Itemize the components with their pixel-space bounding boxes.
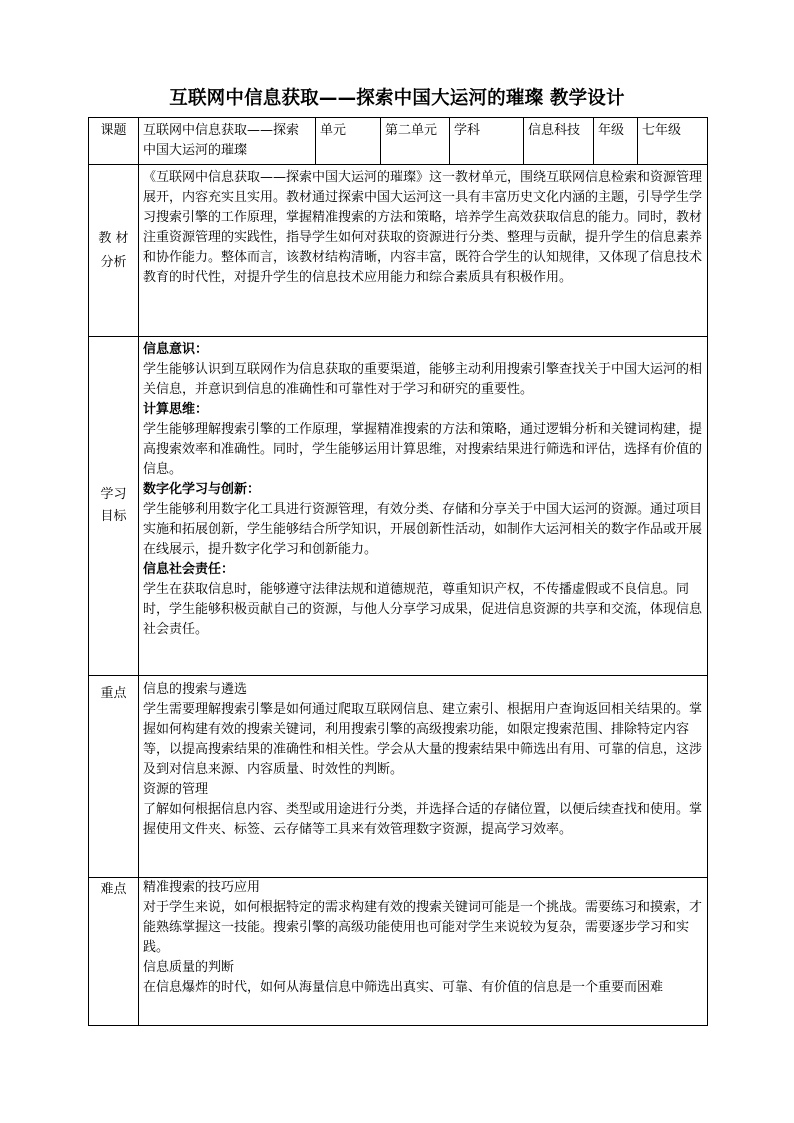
- lesson-plan-table: [88, 117, 708, 1026]
- goal-heading-digital-learning: 数字化学习与创新：: [143, 482, 261, 497]
- grade-value: 七年级: [638, 118, 708, 165]
- key-point-text-resource: 了解如何根据信息内容、类型或用途进行分类，并选择合适的存储位置，以便后续查找和使用。掌握使用文件夹、标签、云存储等工具来有效管理数字资源，提高学习效率。: [143, 802, 703, 837]
- unit-label: 单元: [316, 118, 381, 165]
- goals-label-text: 学习 目标: [100, 487, 127, 524]
- goal-text-social-responsibility: 学生在获取信息时，能够遵守法律法规和道德规范，尊重知识产权，不传播虚假或不良信息。同时，学生能够积极贡献自己的资源，与他人分享学习成果，促进信息资源的共享和交流，体现信息社会责任。: [143, 582, 703, 637]
- goal-text-info-awareness: 学生能够认识到互联网作为信息获取的重要渠道，能够主动利用搜索引擎查找关于中国大运河的相关信息，并意识到信息的准确性和可靠性对于学习和研究的重要性。: [143, 362, 703, 397]
- key-points-label: 重点: [89, 676, 139, 878]
- key-points-row: [89, 676, 708, 878]
- analysis-row: [89, 165, 708, 337]
- page-title: 互联网中信息获取——探索中国大运河的璀璨 教学设计: [169, 88, 625, 109]
- goal-heading-computational-thinking: 计算思维：: [143, 402, 209, 417]
- difficulty-text-info-quality: 在信息爆炸的时代，如何从海量信息中筛选出真实、可靠、有价值的信息是一个重要而困难: [143, 980, 664, 995]
- difficulty-heading-info-quality: 信息质量的判断: [143, 960, 235, 975]
- goal-text-computational-thinking: 学生能够理解搜索引擎的工作原理，掌握精准搜索的方法和策略，通过逻辑分析和关键词构建，提高搜索效率和准确性。同时，学生能够运用计算思维，对搜索结果进行筛选和评估，选择有价值的信息。: [143, 422, 703, 477]
- key-point-heading-search: 信息的搜索与遴选: [143, 682, 248, 697]
- goal-heading-social-responsibility: 信息社会责任：: [143, 562, 235, 577]
- goals-row: [89, 337, 708, 676]
- topic-value: 互联网中信息获取——探索中国大运河的璀璨: [139, 118, 316, 165]
- goal-text-digital-learning: 学生能够利用数字化工具进行资源管理，有效分类、存储和分享关于中国大运河的资源。通过项目实施和拓展创新，学生能够结合所学知识，开展创新性活动，如制作大运河相关的数字作品或开展在线展示，提升数字化学习和创新能力。: [143, 502, 703, 557]
- unit-value: 第二单元: [381, 118, 450, 165]
- goals-label: [89, 337, 139, 676]
- goal-heading-info-awareness: 信息意识：: [143, 342, 209, 357]
- analysis-paragraph: 《互联网中信息获取——探索中国大运河的璀璨》这一教材单元，围绕互联网信息检索和资源管理展开，内容充实且实用。教材通过探索中国大运河这一具有丰富历史文化内涵的主题，引导学生学习搜索引擎的工作原理，掌握精准搜索的方法和策略，培养学生高效获取信息的能力。同时，教材注重资源管理的实践性，指导学生如何对获取的资源进行分类、整理与贡献，提升学生的信息素养和协作能力。整体而言，该教材结构清晰，内容丰富，既符合学生的认知规律，又体现了信息技术教育的时代性，对提升学生的信息技术应用能力和综合素质具有积极作用。: [143, 170, 703, 285]
- grade-label: 年级: [594, 118, 638, 165]
- goals-content: [139, 337, 708, 676]
- topic-label: 课题: [89, 118, 139, 165]
- key-point-heading-resource: 资源的管理: [143, 782, 209, 797]
- key-point-text-search: 学生需要理解搜索引擎是如何通过爬取互联网信息、建立索引、根据用户查询返回相关结果的。掌握如何构建有效的搜索关键词，利用搜索引擎的高级搜索功能，如限定搜索范围、排除特定内容等，以提高搜索结果的准确性和相关性。学会从大量的搜索结果中筛选出有用、可靠的信息，这涉及到对信息来源、内容质量、时效性的判断。: [143, 702, 703, 777]
- difficulties-row: [89, 878, 708, 1026]
- difficulties-label: 难点: [89, 878, 139, 1026]
- analysis-label: [89, 165, 139, 337]
- analysis-label-text: 教 材 分析: [98, 230, 129, 270]
- difficulty-text-precise-search: 对于学生来说，如何根据特定的需求构建有效的搜索关键词可能是一个挑战。需要练习和摸索，才能熟练掌握这一技能。搜索引擎的高级功能使用也可能对学生来说较为复杂，需要逐步学习和实践。: [143, 900, 703, 955]
- difficulties-content: [139, 878, 708, 1026]
- header-row: [89, 118, 708, 165]
- analysis-text: [139, 165, 708, 337]
- subject-value: 信息科技: [524, 118, 594, 165]
- key-points-content: [139, 676, 708, 878]
- difficulty-heading-precise-search: 精准搜索的技巧应用: [143, 880, 261, 895]
- subject-label: 学科: [450, 118, 524, 165]
